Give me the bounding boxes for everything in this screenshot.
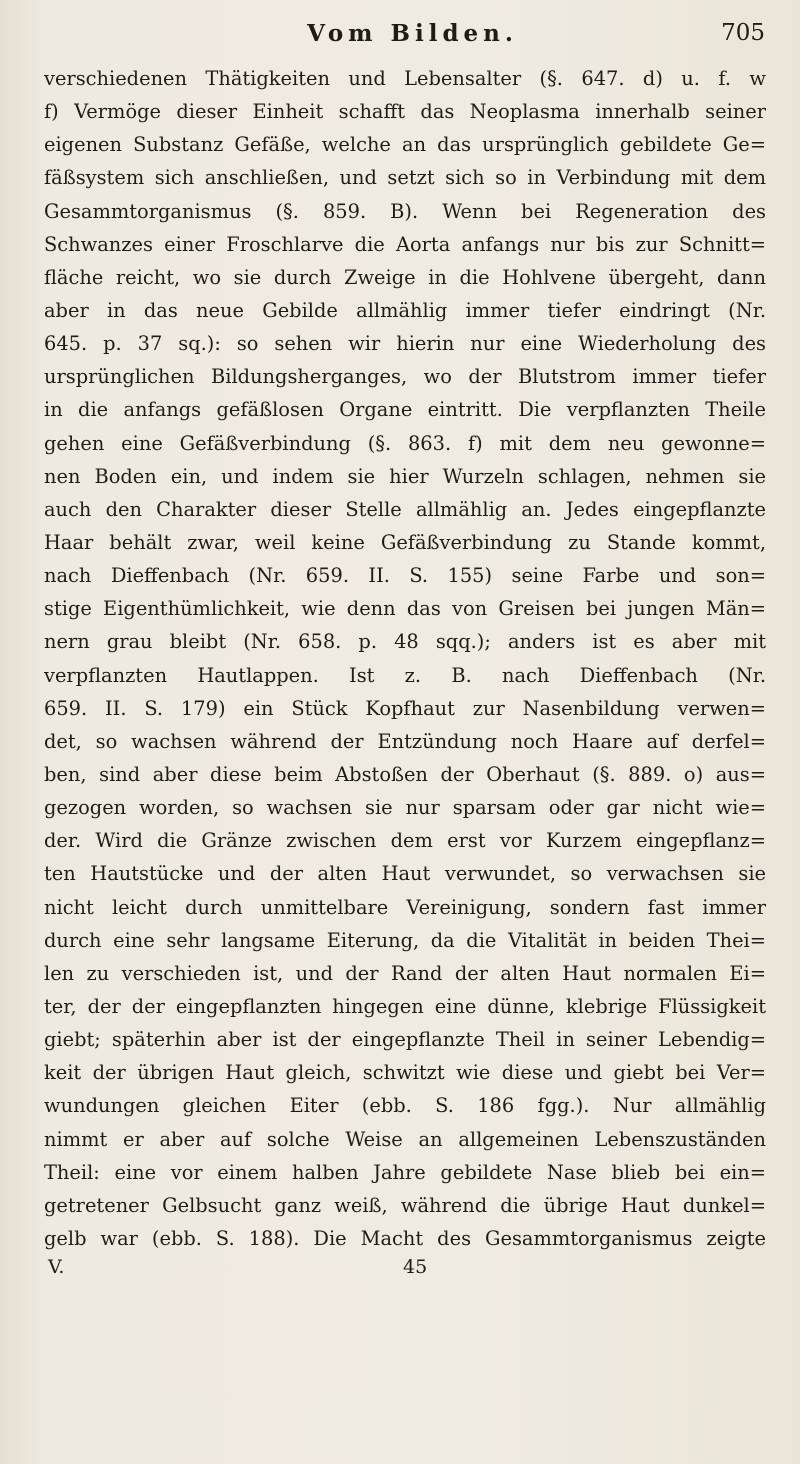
page-header	[60, 20, 765, 60]
text-line: gehen eine Gefäßverbindung (§. 863. f) mit dem neu gewonne=	[44, 431, 766, 455]
page-number: 705	[721, 20, 765, 46]
text-line: verpflanzten Hautlappen. Ist z. B. nach Dieffenbach (Nr.	[44, 663, 766, 687]
text-line: giebt; späterhin aber ist der eingepflanzte Theil in seiner Lebendig=	[44, 1028, 766, 1052]
text-line: 645. p. 37 sq.): so sehen wir hierin nur eine Wiederholung des	[44, 332, 766, 356]
text-line: nach Dieffenbach (Nr. 659. II. S. 155) seine Farbe und son=	[44, 564, 766, 588]
text-line: stige Eigenthümlichkeit, wie denn das von Greisen bei jungen Män=	[44, 597, 766, 621]
text-line: getretener Gelbsucht ganz weiß, während die übrige Haut dunkel=	[44, 1193, 766, 1217]
text-line: gelb war (ebb. S. 188). Die Macht des Gesammtorganismus zeigte	[44, 1226, 766, 1250]
signature-number: 45	[403, 1256, 428, 1278]
page-footer	[44, 1256, 766, 1286]
text-line: durch eine sehr langsame Eiterung, da die Vitalität in beiden Thei=	[44, 928, 766, 952]
text-line: 659. II. S. 179) ein Stück Kopfhaut zur Nasenbildung verwen=	[44, 696, 766, 720]
text-line: len zu verschieden ist, und der Rand der alten Haut normalen Ei=	[44, 961, 766, 985]
text-line: det, so wachsen während der Entzündung noch Haare auf derfel=	[44, 729, 766, 753]
text-line: eigenen Substanz Gefäße, welche an das ursprünglich gebildete Ge=	[44, 133, 766, 157]
text-line: keit der übrigen Haut gleich, schwitzt wie diese und giebt bei Ver=	[44, 1061, 766, 1085]
text-line: ursprünglichen Bildungsherganges, wo der Blutstrom immer tiefer	[44, 365, 766, 389]
text-line: nern grau bleibt (Nr. 658. p. 48 sqq.); anders ist es aber mit	[44, 630, 766, 654]
text-line: nen Boden ein, und indem sie hier Wurzeln schlagen, nehmen sie	[44, 464, 766, 488]
text-line: fäßsystem sich anschließen, und setzt sich so in Verbindung mit dem	[44, 166, 766, 190]
text-line: in die anfangs gefäßlosen Organe eintritt. Die verpflanzten Theile	[44, 398, 766, 422]
text-line: f) Vermöge dieser Einheit schafft das Neoplasma innerhalb seiner	[44, 100, 766, 124]
text-line: wundungen gleichen Eiter (ebb. S. 186 fgg.). Nur allmählig	[44, 1094, 766, 1118]
text-line: Haar behält zwar, weil keine Gefäßverbindung zu Stande kommt,	[44, 530, 766, 554]
text-line: ben, sind aber diese beim Abstoßen der Oberhaut (§. 889. o) aus=	[44, 762, 766, 786]
body-text	[44, 62, 766, 1255]
running-head: Vom Bilden.	[307, 20, 518, 47]
signature-mark: V.	[48, 1256, 65, 1278]
text-line: Gesammtorganismus (§. 859. B). Wenn bei Regeneration des	[44, 199, 766, 223]
text-line: aber in das neue Gebilde allmählig immer tiefer eindringt (Nr.	[44, 298, 766, 322]
text-line: nimmt er aber auf solche Weise an allgemeinen Lebenszuständen	[44, 1127, 766, 1151]
text-line: verschiedenen Thätigkeiten und Lebensalter (§. 647. d) u. f. w	[44, 67, 766, 90]
text-line: ter, der der eingepflanzten hingegen eine dünne, klebrige Flüssigkeit	[44, 994, 766, 1018]
text-line: ten Hautstücke und der alten Haut verwundet, so verwachsen sie	[44, 862, 766, 886]
text-line: Theil: eine vor einem halben Jahre gebildete Nase blieb bei ein=	[44, 1160, 766, 1184]
text-line: Schwanzes einer Froschlarve die Aorta anfangs nur bis zur Schnitt=	[44, 232, 766, 256]
text-line: nicht leicht durch unmittelbare Vereinigung, sondern fast immer	[44, 895, 766, 919]
text-line: der. Wird die Gränze zwischen dem erst vor Kurzem eingepflanz=	[44, 829, 766, 853]
text-line: gezogen worden, so wachsen sie nur sparsam oder gar nicht wie=	[44, 796, 766, 820]
text-line: auch den Charakter dieser Stelle allmählig an. Jedes eingepflanzte	[44, 497, 766, 521]
text-line: fläche reicht, wo sie durch Zweige in die Hohlvene übergeht, dann	[44, 265, 766, 289]
